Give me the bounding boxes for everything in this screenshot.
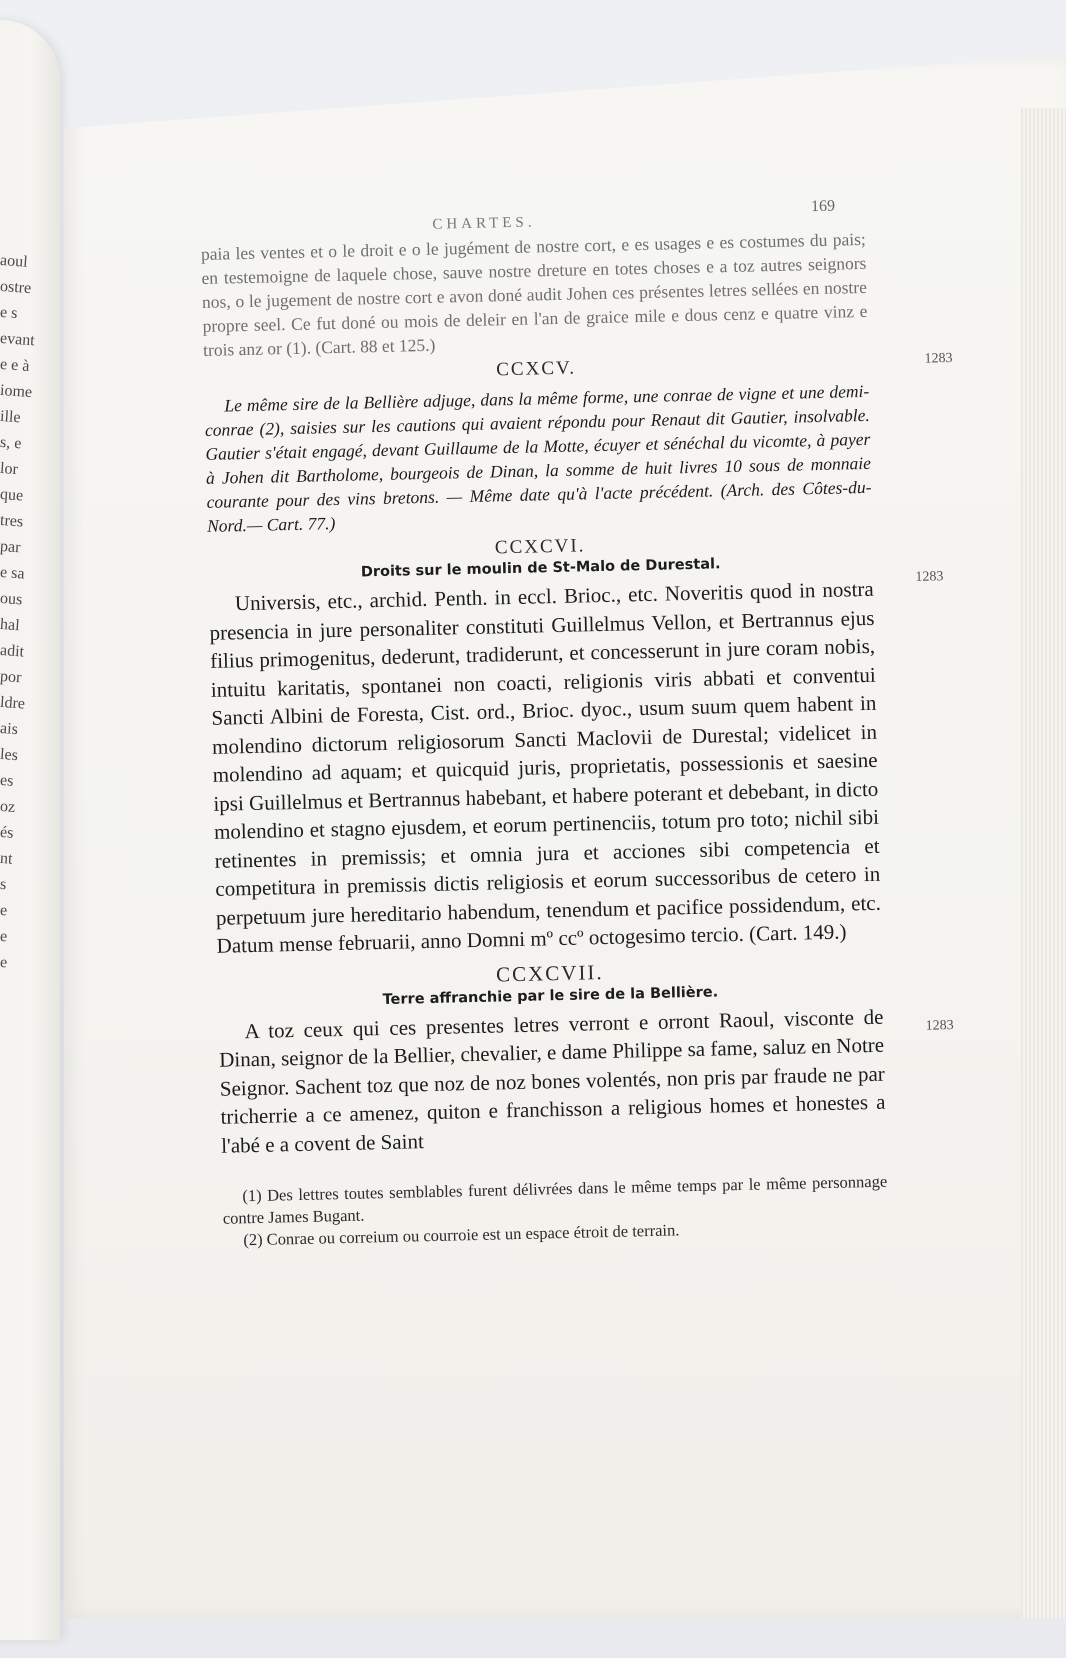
- left-page-fragment: por: [0, 667, 22, 687]
- page-stack-edge: [1021, 108, 1066, 1658]
- left-page-fragment: lor: [0, 459, 19, 479]
- charter-body: A toz ceux qui ces presentes letres verront e orront Raoul, visconte de Dinan, seignor de la Bellier, chevalier, e dame Philippe sa fame, saluz en Notre Seignor. Sachent toz que noz de noz bones volentés, non pris par fraude ne par tricherrie a ce amenez, quiton e franchisson a religious homes et honestes a l'abé e a covent de Saint: [218, 1004, 886, 1158]
- left-page-fragment: hal: [0, 615, 21, 635]
- charter-number: CCXCVII.: [495, 959, 604, 986]
- left-page-fragment: ous: [0, 589, 23, 609]
- charter-heading: Terre affranchie par le sire de la Bellière.: [382, 983, 719, 1008]
- charter-number: CCXCV.: [496, 357, 577, 381]
- left-page-fragment: és: [0, 823, 14, 842]
- footnote: (2) Conrae ou correium ou courroie est un espace étroit de terrain.: [243, 1220, 680, 1250]
- left-page-fragment: e s: [0, 303, 18, 323]
- charter-number: CCXCVI.: [494, 535, 586, 559]
- left-page-fragment: es: [0, 771, 14, 790]
- left-page-fragment: ille: [0, 407, 22, 427]
- left-page-fragment: ais: [0, 719, 19, 739]
- left-page-fragment: iome: [0, 381, 33, 402]
- charter-year: 1283: [924, 350, 953, 367]
- left-page-fragment: e: [0, 901, 8, 920]
- charter-ccxcv: [203, 350, 953, 538]
- left-page-fragment: nt: [0, 849, 14, 868]
- page-content: [200, 197, 954, 1252]
- left-page-text: [0, 250, 60, 978]
- left-page-fragment: les: [0, 745, 19, 765]
- left-page-fragment: s: [0, 875, 7, 894]
- left-page-fragment: evant: [0, 329, 36, 350]
- left-page-edge: [0, 20, 60, 1640]
- left-page-fragment: adit: [0, 641, 25, 661]
- left-page-fragment: e sa: [0, 563, 26, 583]
- continuation-paragraph: paia les ventes et o le droit e o le jugément de nostre cort, e es usages e es costumes du pais; en testemoigne de laquele chose, sauve nostre dreture en totes choses e a toz autres seignors nos, o le jugement de nostre cort e avon doné audit Johen ces présentes letres sellées en nostre propre seel. Ce fut doné ou mois de deleir en l'an de graice mile e dous cenz e quatre vinz e trois anz or (1). (Cart. 88 et 125.): [200, 228, 868, 360]
- left-page-fragment: e e à: [0, 355, 30, 375]
- left-page-fragment: e: [0, 953, 8, 972]
- page-number: 169: [810, 197, 836, 216]
- left-page-fragment: e: [0, 927, 8, 946]
- charter-ccxcvii: [217, 953, 954, 1160]
- left-page-fragment: s, e: [0, 433, 22, 453]
- left-page-fragment: aoul: [0, 251, 29, 271]
- running-title: CHARTES.: [432, 214, 536, 233]
- charter-heading: Droits sur le moulin de St-Malo de Durestal.: [360, 556, 721, 581]
- left-page-fragment: tres: [0, 511, 24, 531]
- left-page-fragment: ldre: [0, 693, 26, 713]
- charter-summary: Le même sire de la Bellière adjuge, dans la même forme, une conrae de vigne et une demi-conrae (2), saisies sur les cautions qui avaient répondu pour Renaut dit Gautier, insolvable. Gautier s'était engagé, devant Guillaume de la Motte, écuyer et sénéchal du vicomte, à payer à Johen dit Bartholome, bourgeois de Dinan, la somme de huit livres 10 sous de monnaie courante pour des vins bretons. — Même date qu'à l'acte précédent. (Arch. des Côtes-du-Nord.— Cart. 77.): [204, 380, 872, 536]
- charter-year: 1283: [925, 1017, 954, 1034]
- left-page-fragment: par: [0, 537, 22, 557]
- left-page-fragment: oz: [0, 797, 16, 816]
- charter-body: Universis, etc., archid. Penth. in eccl. Brioc., etc. Noveritis quod in nostra presencia in jure personaliter constituti Guillelmus Vellon, et Bertrannus ejus filius primogenitus, dederunt, tradiderunt, et concesserunt in jure coram nobis, intuitu karitatis, spontanei non coacti, religionis viris abbati et conventui Sancti Albini de Foresta, Cist. ord., Brioc. dyoc., usum suum quem habent in molendino dictorum religiosorum Sancti Maclovii de Durestal; videlicet in molendino ad aquam; et quicquid juris, proprietatis, possessionis et saesine ipsi Guillelmus et Bertrannus habebant, et habere poterant et debebant, in dicto molendino et stagno ejusdem, et eorum pertinenciis, totum pro toto; nichil sibi retinentes in premissis; et omnia jura et acciones sibi competencia et competitura in premissis dictis religiosis et eorum successoribus de cetero in perpetuum jure hereditario habendum, tenendum et pacifice possidendum, etc. Datum mense februarii, anno Domni mº ccº octogesimo tercio. (Cart. 149.): [209, 576, 882, 958]
- left-page-fragment: que: [0, 485, 24, 505]
- left-page-fragment: ostre: [0, 277, 32, 298]
- footnote: (1) Des lettres toutes semblables furent délivrées dans le même temps par le même personnage contre James Bugant.: [222, 1171, 888, 1228]
- charter-year: 1283: [915, 569, 944, 585]
- charter-ccxcvi: [208, 529, 944, 960]
